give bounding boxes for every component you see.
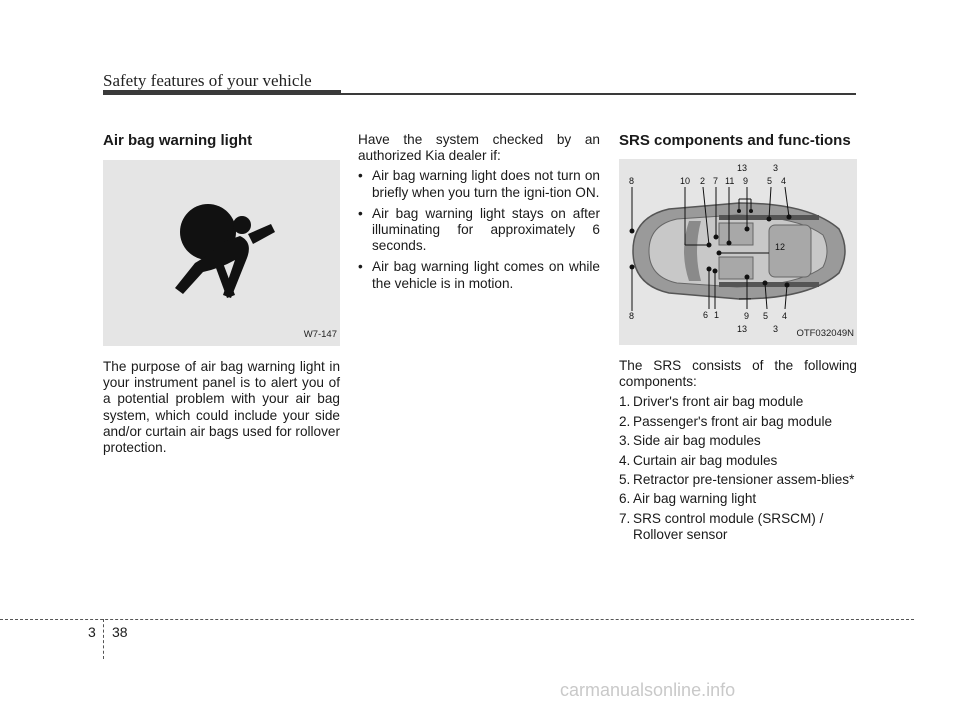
diagram-label: 5: [763, 311, 769, 321]
diagram-label: 7: [713, 176, 719, 186]
diagram-label: 3: [773, 324, 779, 334]
watermark: carmanualsonline.info: [560, 680, 736, 700]
list-item: 6. Air bag warning light: [619, 491, 757, 507]
list-item: • Air bag warning light comes on while the vehicle is in motion.: [358, 259, 600, 291]
header-rule-thin: [341, 93, 856, 95]
section-heading-srs: SRS components and func-tions: [619, 132, 851, 149]
header-rule-thick: [103, 90, 341, 95]
list-item: 7. SRS control module (SRSCM) / Rollover sensor: [619, 510, 824, 542]
diagram-label: 13: [737, 163, 748, 173]
list-item: 3. Side air bag modules: [619, 433, 761, 449]
column-dealer-check: [358, 132, 600, 297]
srs-diagram-figure: [619, 159, 857, 345]
diagram-label: 6: [703, 310, 709, 320]
airbag-warning-description: The purpose of air bag warning light in your instrument panel is to alert you of a potential problem with your air bag system, which could include your side and/or curtain air bags used for rollover protection.: [103, 359, 340, 456]
diagram-label: 9: [743, 176, 749, 186]
page-header-title: Safety features of your vehicle: [103, 71, 312, 90]
dealer-check-list: [358, 168, 600, 291]
page-number: 38: [112, 624, 128, 640]
diagram-label: 10: [680, 176, 691, 186]
diagram-label: 1: [714, 310, 720, 320]
srs-intro: The SRS consists of the following components:: [619, 358, 857, 390]
column-airbag-warning: [103, 132, 340, 456]
dealer-check-intro: Have the system checked by an authorized Kia dealer if:: [358, 132, 600, 164]
diagram-label: 8: [629, 311, 635, 321]
diagram-label: 4: [782, 311, 788, 321]
column-srs-components: [619, 132, 857, 546]
diagram-label: 5: [767, 176, 773, 186]
list-item: 4. Curtain air bag modules: [619, 452, 778, 468]
list-item: • Air bag warning light stays on after illuminating for approximately 6 seconds.: [358, 206, 600, 255]
airbag-warning-icon: [103, 160, 340, 346]
diagram-label: 11: [725, 176, 735, 186]
diagram-label: 3: [773, 163, 779, 173]
diagram-label: 8: [629, 176, 635, 186]
figure-code: W7-147: [303, 328, 337, 340]
diagram-label: 13: [737, 324, 748, 334]
diagram-label: 9: [744, 311, 750, 321]
figure-code: OTF032049N: [796, 327, 854, 339]
airbag-warning-figure: [103, 160, 340, 346]
footer-rule: [0, 619, 914, 620]
diagram-label: 2: [700, 176, 706, 186]
srs-components-list: [619, 394, 857, 543]
diagram-label: 12: [775, 242, 786, 252]
section-heading-airbag-warning: Air bag warning light: [103, 132, 253, 149]
car-topview-diagram: [619, 159, 857, 345]
list-item: 1. Driver's front air bag module: [619, 394, 804, 410]
chapter-number: 3: [88, 624, 96, 640]
list-item: 5. Retractor pre-tensioner assem-blies*: [619, 471, 855, 487]
footer-divider: [103, 619, 104, 659]
list-item: 2. Passenger's front air bag module: [619, 413, 833, 429]
diagram-label: 4: [781, 176, 787, 186]
list-item: • Air bag warning light does not turn on briefly when you turn the igni-tion ON.: [358, 168, 600, 200]
